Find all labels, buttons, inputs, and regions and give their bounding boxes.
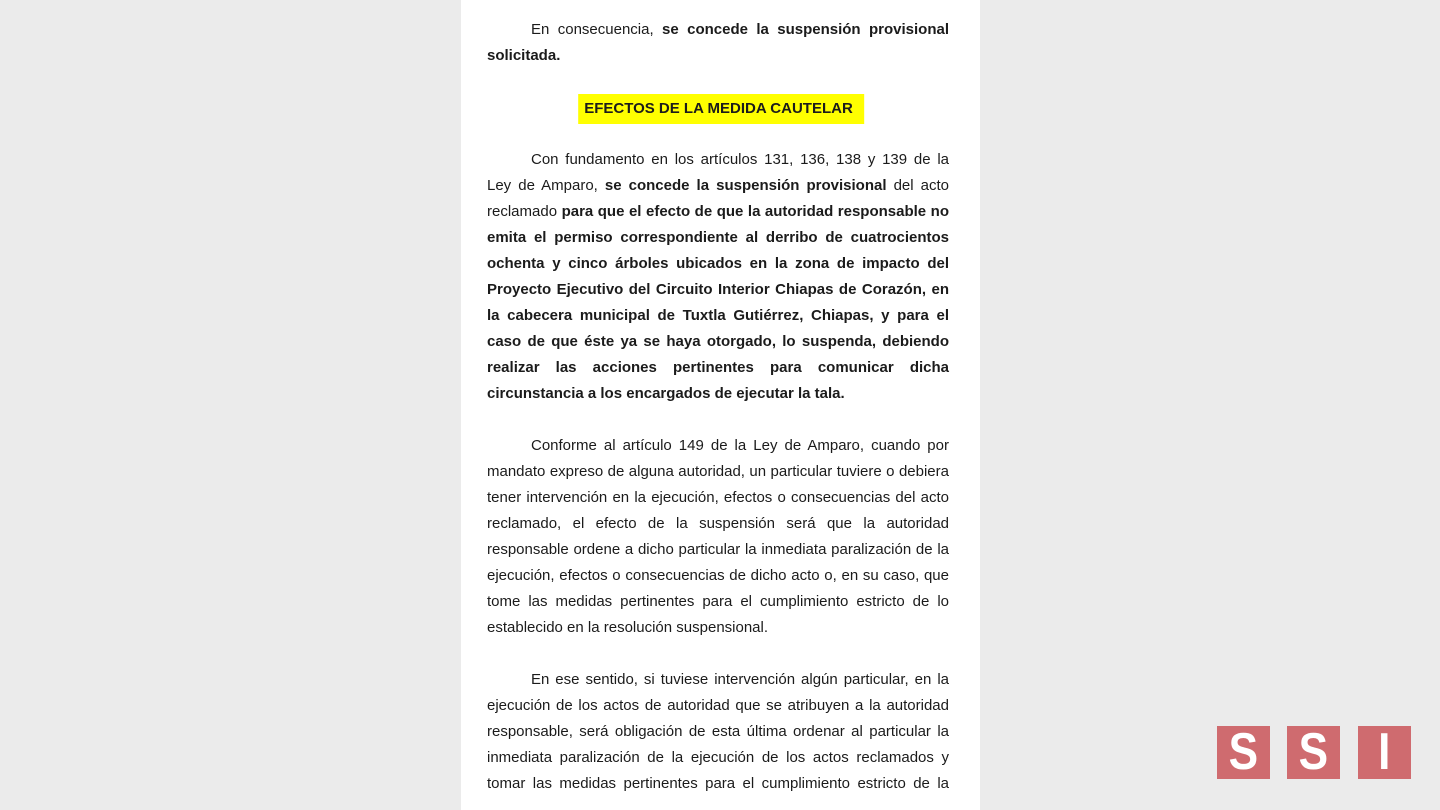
highlighted-heading-text: EFECTOS DE LA MEDIDA CAUTELAR bbox=[578, 94, 864, 124]
bold-text-run: circunstancia a los encargados de ejecutar la tala. bbox=[487, 385, 845, 402]
paragraph bbox=[487, 433, 949, 641]
text-line bbox=[487, 225, 949, 251]
logo-letter: I bbox=[1378, 726, 1391, 779]
text-line bbox=[487, 745, 949, 771]
text-line bbox=[487, 615, 949, 641]
paragraph bbox=[487, 17, 949, 69]
text-line bbox=[487, 693, 949, 719]
text-line bbox=[487, 17, 949, 43]
text-line bbox=[487, 771, 949, 797]
text-line bbox=[487, 251, 949, 277]
bold-text-run: la cabecera municipal de Tuxtla Gutiérrez, Chiapas, y para el bbox=[487, 307, 949, 324]
text-run: establecido en la resolución suspensional. bbox=[487, 619, 769, 636]
section-heading bbox=[487, 95, 949, 121]
text-line bbox=[487, 485, 949, 511]
text-line bbox=[487, 433, 949, 459]
text-line bbox=[487, 589, 949, 615]
ssi-logo bbox=[1217, 726, 1411, 779]
text-run: ejecución, efectos o consecuencias de dicho acto o, en su caso, que bbox=[487, 567, 949, 584]
document-body bbox=[487, 17, 949, 810]
bold-text-run: caso de que éste ya se haya otorgado, lo suspenda, debiendo bbox=[487, 333, 949, 350]
text-run: ejecución de los actos de autoridad que se atribuyen a la autoridad bbox=[487, 697, 949, 714]
bold-text-run: emita el permiso correspondiente al derribo de cuatrocientos bbox=[487, 229, 949, 246]
text-line bbox=[487, 43, 949, 69]
text-run: responsable, será obligación de esta última ordenar al particular la bbox=[487, 723, 949, 740]
bold-text-run: para que el efecto de que la autoridad responsable no bbox=[561, 203, 949, 220]
text-line bbox=[487, 563, 949, 589]
text-line bbox=[487, 381, 949, 407]
text-run: reclamado bbox=[487, 203, 562, 220]
text-line bbox=[487, 303, 949, 329]
logo-letter: S bbox=[1228, 726, 1259, 779]
text-run: En ese sentido, si tuviese intervención algún particular, en la bbox=[531, 671, 949, 688]
text-run: reclamado, el efecto de la suspensión será que la autoridad bbox=[487, 515, 949, 532]
text-line bbox=[487, 511, 949, 537]
text-run: mandato expreso de alguna autoridad, un particular tuviere o debiera bbox=[487, 463, 949, 480]
text-line bbox=[487, 277, 949, 303]
logo-tile bbox=[1217, 726, 1270, 779]
text-line bbox=[487, 199, 949, 225]
text-line bbox=[487, 147, 949, 173]
bold-text-run: se concede la suspensión provisional bbox=[662, 21, 950, 38]
text-run: tomar las medidas pertinentes para el cumplimiento estricto de la bbox=[487, 775, 949, 792]
text-run: Ley de Amparo, bbox=[487, 177, 605, 194]
text-line bbox=[487, 667, 949, 693]
logo-tile bbox=[1287, 726, 1340, 779]
text-line bbox=[487, 719, 949, 745]
text-run: del acto bbox=[886, 177, 949, 194]
bold-text-run: Proyecto Ejecutivo del Circuito Interior Chiapas de Corazón, en bbox=[487, 281, 949, 298]
text-run: responsable ordene a dicho particular la inmediata paralización de la bbox=[487, 541, 949, 558]
bold-text-run: solicitada. bbox=[487, 47, 561, 64]
text-run: tome las medidas pertinentes para el cumplimiento estricto de lo bbox=[487, 593, 949, 610]
logo-letter: S bbox=[1298, 726, 1329, 779]
document-page bbox=[461, 0, 980, 810]
paragraph bbox=[487, 667, 949, 797]
text-run: inmediata paralización de la ejecución de los actos reclamados y bbox=[487, 749, 949, 766]
text-run: tener intervención en la ejecución, efectos o consecuencias del acto bbox=[487, 489, 949, 506]
text-line bbox=[487, 459, 949, 485]
text-line bbox=[487, 355, 949, 381]
text-line bbox=[487, 537, 949, 563]
bold-text-run: se concede la suspensión provisional bbox=[604, 177, 887, 194]
bold-text-run: realizar las acciones pertinentes para comunicar dicha bbox=[487, 359, 949, 376]
text-run: Conforme al artículo 149 de la Ley de Amparo, cuando por bbox=[531, 437, 949, 454]
text-run: Con fundamento en los artículos 131, 136, 138 y 139 de la bbox=[531, 151, 949, 168]
paragraph bbox=[487, 147, 949, 407]
logo-tile bbox=[1358, 726, 1411, 779]
bold-text-run: ochenta y cinco árboles ubicados en la zona de impacto del bbox=[487, 255, 949, 272]
text-line bbox=[487, 329, 949, 355]
text-run: En consecuencia, bbox=[531, 21, 663, 38]
text-line bbox=[487, 173, 949, 199]
